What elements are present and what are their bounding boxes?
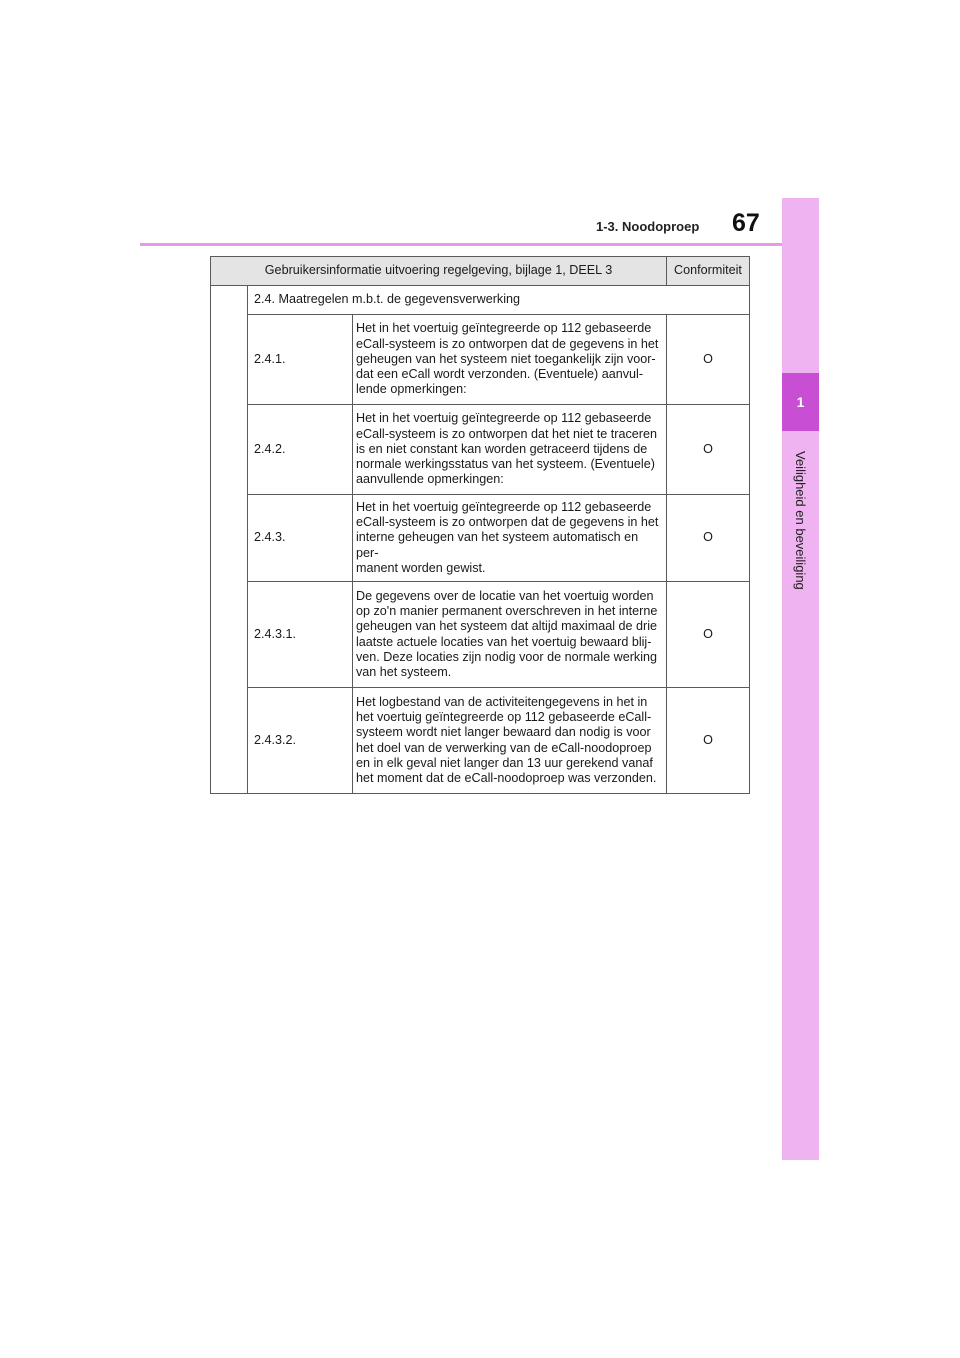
row-number: 2.4.3.2. [248,688,353,794]
description-line: eCall-systeem is zo ontworpen dat het niet te traceren [356,426,658,441]
page-number: 67 [732,209,760,237]
description-line: aanvullende opmerkingen: [356,472,504,487]
description-line: eCall-systeem is zo ontworpen dat de gegevens in het [356,515,659,530]
chapter-number: 1 [782,373,819,431]
description-line: van het systeem. [356,664,452,679]
row-conformity: O [667,315,750,405]
column-header-conformity: Conformiteit [667,257,750,286]
row-description [353,688,667,794]
table-row [211,405,750,495]
row-number: 2.4.1. [248,315,353,405]
description-line: interne geheugen van het systeem automatisch en per- [356,530,639,560]
description-line: is en niet constant kan worden getraceerd tijdens de [356,441,648,456]
side-tab [782,198,819,1160]
description-line: Het in het voertuig geïntegreerde op 112 gebaseerde [356,411,652,426]
description-line: geheugen van het systeem dat altijd maximaal de drie [356,619,658,634]
column-header-info: Gebruikersinformatie uitvoering regelgeving, bijlage 1, DEEL 3 [211,257,667,286]
description-line: op zo'n manier permanent overschreven in het interne [356,604,658,619]
description-line: De gegevens over de locatie van het voertuig worden [356,588,654,603]
table-row [211,688,750,794]
description-line: eCall-systeem is zo ontworpen dat de gegevens in het [356,336,659,351]
row-description [353,582,667,688]
table-row [211,582,750,688]
description-line: laatste actuele locaties van het voertuig bewaard blij- [356,634,652,649]
row-number: 2.4.2. [248,405,353,495]
row-conformity: O [667,688,750,794]
row-description [353,315,667,405]
description-line: lende opmerkingen: [356,382,467,397]
table-subheading: 2.4. Maatregelen m.b.t. de gegevensverwerking [248,286,750,315]
description-line: Het logbestand van de activiteitengegevens in het in [356,694,648,709]
description-line: het doel van de verwerking van de eCall-noodoproep [356,740,652,755]
description-line: normale werkingsstatus van het systeem. (Eventuele) [356,457,655,472]
row-description [353,405,667,495]
row-conformity: O [667,582,750,688]
description-line: geheugen van het systeem niet toegankelijk zijn voor- [356,351,656,366]
description-line: dat een eCall wordt verzonden. (Eventuele) aanvul- [356,367,644,382]
row-conformity: O [667,495,750,582]
row-description [353,495,667,582]
description-line: het moment dat de eCall-noodoproep was verzonden. [356,770,657,785]
chapter-title: Veiligheid en beveiliging [793,450,808,590]
section-title: 1-3. Noodoproep [596,219,700,234]
description-line: en in elk geval niet langer dan 13 uur gerekend vanaf [356,755,653,770]
table-row [211,495,750,582]
table-row [211,315,750,405]
table-header-row [211,257,750,286]
description-line: Het in het voertuig geïntegreerde op 112 gebaseerde [356,321,652,336]
description-line: ven. Deze locaties zijn nodig voor de normale werking [356,649,658,664]
description-line: manent worden gewist. [356,560,486,575]
description-line: systeem wordt niet langer bewaard dan nodig is voor [356,725,651,740]
blank-column [211,286,248,794]
table-subheading-row [211,286,750,315]
table-body [211,286,750,794]
description-line: het voertuig geïntegreerde op 112 gebaseerde eCall- [356,710,652,725]
chapter-title-container [782,440,819,600]
description-line: Het in het voertuig geïntegreerde op 112 gebaseerde [356,500,652,514]
header-divider [140,243,782,246]
row-number: 2.4.3. [248,495,353,582]
row-conformity: O [667,405,750,495]
row-number: 2.4.3.1. [248,582,353,688]
conformity-table [210,256,750,794]
